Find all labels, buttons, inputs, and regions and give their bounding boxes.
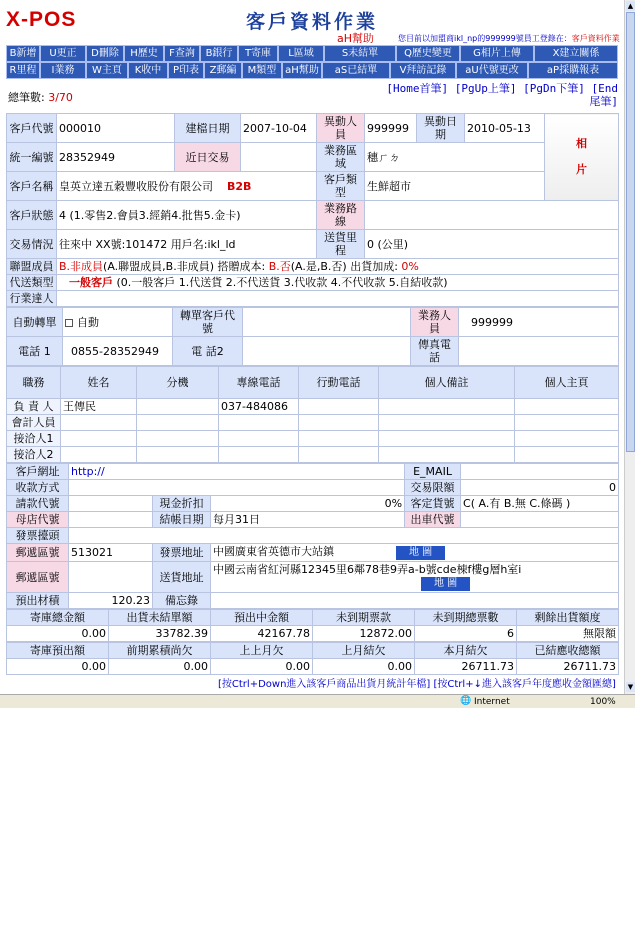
contact-cell[interactable] [515, 447, 619, 463]
toolbar-button-2-7[interactable]: M類型 [242, 62, 282, 79]
help-link[interactable]: aH幫助 [337, 32, 375, 45]
changer-label: 異動人員 [317, 114, 365, 143]
delivery-distance-field[interactable]: 0 (公里) [365, 230, 619, 259]
toolbar-button-2-6[interactable]: Z郵編 [204, 62, 242, 79]
memo-label: 備忘錄 [153, 593, 211, 609]
closing-date-label: 結帳日期 [153, 512, 211, 528]
contact-cell[interactable] [299, 447, 379, 463]
contact-cell[interactable] [379, 447, 515, 463]
contacts-row [7, 431, 619, 447]
toolbar-button-2-3[interactable]: W主頁 [86, 62, 128, 79]
delivery-type-value: 一般客戶 [69, 276, 113, 289]
contacts-header [7, 367, 619, 399]
cash-discount-field[interactable]: 0% [211, 496, 405, 512]
contacts-row [7, 447, 619, 463]
toolbar-button-2-2[interactable]: I業務 [40, 62, 86, 79]
zip1-field[interactable]: 513021 [69, 544, 153, 562]
contacts-row [7, 399, 619, 415]
member-hint: (A.聯盟成員,B.非成員) 搭贈成本: [103, 260, 266, 273]
contact-cell[interactable] [515, 431, 619, 447]
fax-field[interactable] [459, 337, 619, 366]
toolbar-button-1-8[interactable]: L區域 [278, 45, 324, 62]
sales-route-field[interactable] [365, 201, 619, 230]
scroll-up-icon[interactable]: ▲ [627, 2, 634, 10]
delivery-type-hint: (0.一般客戶 1.代送貨 2.不代送貨 3.代收款 4.不代收款 5.自結收款) [116, 276, 448, 289]
totals-value: 26711.73 [517, 659, 619, 675]
totals-values [7, 626, 619, 642]
order-code-label: 客定貨號 [405, 496, 461, 512]
contact-role: 會計人員 [7, 415, 61, 431]
toolbar-button-1-2[interactable]: U更正 [40, 45, 86, 62]
sales-route-label: 業務路線 [317, 201, 365, 230]
toolbar [6, 45, 618, 79]
material-field[interactable]: 120.23 [69, 593, 153, 609]
invoice-address-field[interactable] [211, 544, 619, 562]
invoice-address-value: 中國廣東省英德市大站鎮 [213, 545, 334, 558]
extra-info-table [6, 463, 619, 609]
customer-photo[interactable] [545, 114, 619, 201]
email-label: E_MAIL [405, 464, 461, 480]
tax-id-label: 統一編號 [7, 143, 57, 172]
delivery-type-field[interactable] [57, 275, 619, 291]
delivery-distance-label: 送貨里程 [317, 230, 365, 259]
phone1-label: 電話 1 [7, 337, 63, 366]
totals-col-header: 上月結欠 [313, 643, 415, 659]
contact-cell[interactable] [299, 399, 379, 415]
totals-value: 42167.78 [211, 626, 313, 642]
memo-field[interactable] [211, 593, 619, 609]
zoom-level[interactable]: 100% [590, 697, 616, 707]
industry-field[interactable] [57, 291, 619, 307]
totals-col-header: 寄庫總金額 [7, 610, 109, 626]
customer-status-label: 客戶狀態 [7, 201, 57, 230]
contact-cell[interactable] [299, 415, 379, 431]
toolbar-button-2-11[interactable]: aU代號更改 [456, 62, 528, 79]
trade-limit-field[interactable]: 0 [461, 480, 619, 496]
totals-header [7, 643, 619, 659]
nav-pgdn-link[interactable]: [PgDn下筆] [523, 82, 585, 95]
record-count [8, 89, 73, 105]
cash-discount-label: 現金折扣 [153, 496, 211, 512]
page-title: 客戶資料作業 [246, 11, 379, 33]
security-zone: Internet [474, 697, 510, 707]
gift-cost-hint: (A.是,B.否) 出貨加成: [290, 260, 398, 273]
toolbar-row-1 [6, 45, 618, 62]
changed-date-label: 異動日期 [417, 114, 465, 143]
hint-monthly-stats[interactable]: [按Ctrl+Down進入該客戶商品出貨月統計年檔] [218, 679, 431, 690]
tax-id-field[interactable]: 28352949 [57, 143, 175, 172]
transfer-phone-table [6, 307, 619, 366]
phone2-label: 電 話2 [173, 337, 243, 366]
contacts-col-header: 行動電話 [299, 367, 379, 399]
phone2-field[interactable] [243, 337, 411, 366]
browser-status-bar [0, 694, 635, 708]
vehicle-code-label: 出車代號 [405, 512, 461, 528]
auto-transfer-label: 自動轉單 [7, 308, 63, 337]
totals-col-header: 剩餘出貨額度 [517, 610, 619, 626]
contact-cell[interactable] [515, 415, 619, 431]
toolbar-button-1-12[interactable]: X建立關係 [534, 45, 618, 62]
payment-method-field[interactable] [69, 480, 405, 496]
contact-cell[interactable]: 王傳民 [61, 399, 137, 415]
auto-transfer-text: 自動 [77, 315, 99, 329]
trade-limit-label: 交易限額 [405, 480, 461, 496]
contact-cell[interactable] [137, 431, 219, 447]
toolbar-button-1-7[interactable]: T寄庫 [238, 45, 278, 62]
totals-col-header: 已結應收總額 [517, 643, 619, 659]
contact-cell[interactable] [219, 447, 299, 463]
toolbar-button-1-3[interactable]: D刪除 [86, 45, 124, 62]
login-notice [398, 33, 620, 44]
trade-status-field: 往來中 XX號:101472 用戶名:ikl_ld [57, 230, 317, 259]
toolbar-button-1-6[interactable]: B銀行 [200, 45, 238, 62]
contact-cell[interactable] [379, 399, 515, 415]
recent-trade-field[interactable] [241, 143, 317, 172]
material-label: 預出材積 [7, 593, 69, 609]
totals-col-header: 預出中金額 [211, 610, 313, 626]
changer-field[interactable]: 999999 [365, 114, 417, 143]
toolbar-button-2-1[interactable]: R里程 [6, 62, 40, 79]
toolbar-button-1-4[interactable]: H歷史 [124, 45, 164, 62]
vehicle-code-field[interactable] [461, 512, 619, 528]
transfer-code-field[interactable] [243, 308, 411, 337]
invoice-title-label: 發票擡頭 [7, 528, 69, 544]
login-notice-text: 您目前以加盟商ikl_np的999999號員工登錄在： [398, 34, 572, 43]
zip2-field[interactable] [69, 562, 153, 593]
contacts-col-header: 姓名 [61, 367, 137, 399]
customer-name-field[interactable] [57, 172, 317, 201]
member-field[interactable] [57, 259, 619, 275]
ship-address-field[interactable] [211, 562, 619, 593]
nav-end-link[interactable]: [End尾筆] [589, 82, 618, 108]
customer-form [6, 113, 618, 675]
contact-cell[interactable]: 037-484086 [219, 399, 299, 415]
auto-transfer-field[interactable] [63, 308, 173, 337]
customer-code-label: 客戶代號 [7, 114, 57, 143]
basic-info-table [6, 113, 619, 307]
payment-method-label: 收款方式 [7, 480, 69, 496]
ship-map-button[interactable]: 地 圖 [421, 577, 470, 591]
contact-cell[interactable] [137, 415, 219, 431]
contact-cell[interactable] [219, 431, 299, 447]
fax-label: 傳真電話 [411, 337, 459, 366]
contact-cell[interactable] [299, 431, 379, 447]
record-count-value: 3/70 [48, 91, 73, 104]
toolbar-button-2-4[interactable]: K收中 [128, 62, 168, 79]
totals-col-header: 前期累積尚欠 [109, 643, 211, 659]
invoice-title-field[interactable] [69, 528, 619, 544]
totals-value: 6 [415, 626, 517, 642]
totals-value: 26711.73 [415, 659, 517, 675]
gift-cost-value: B.否 [268, 260, 291, 273]
sales-area-label: 業務區域 [317, 143, 365, 172]
contact-cell[interactable] [379, 431, 515, 447]
contacts-col-header: 分機 [137, 367, 219, 399]
scroll-down-icon[interactable]: ▼ [627, 683, 634, 691]
billing-code-field[interactable] [69, 496, 153, 512]
contact-cell[interactable] [137, 399, 219, 415]
toolbar-button-1-1[interactable]: B新增 [6, 45, 40, 62]
transfer-code-label: 轉單客戶代號 [173, 308, 243, 337]
totals-col-header: 本月結欠 [415, 643, 517, 659]
customer-type-label: 客戶類型 [317, 172, 365, 201]
contact-role: 接洽人2 [7, 447, 61, 463]
totals-value: 12872.00 [313, 626, 415, 642]
delivery-type-label: 代送類型 [7, 275, 57, 291]
email-field[interactable] [461, 464, 619, 480]
zip2-label: 郵遞區號 [7, 562, 69, 593]
toolbar-button-1-10[interactable]: Q歷史變更 [396, 45, 460, 62]
ship-address-value: 中國云南省紅河縣12345里6鄰78巷9弄a-b號cde棟f樓g層h室i [213, 563, 522, 576]
contacts-col-header: 個人主頁 [515, 367, 619, 399]
contact-role: 接洽人1 [7, 431, 61, 447]
order-code-field[interactable]: C( A.有 B.無 C.條碼 ) [461, 496, 619, 512]
closing-date-field[interactable]: 每月31日 [211, 512, 405, 528]
totals-header [7, 610, 619, 626]
contacts-col-header: 個人備註 [379, 367, 515, 399]
nav-home-link[interactable]: [Home首筆] [386, 82, 449, 95]
b2b-badge: B2B [227, 179, 252, 193]
industry-label: 行業達人 [7, 291, 57, 307]
created-date-field[interactable]: 2007-10-04 [241, 114, 317, 143]
totals-table-1 [6, 609, 619, 642]
totals-table-2 [6, 642, 619, 675]
customer-name-label: 客戶名稱 [7, 172, 57, 201]
contact-cell[interactable] [61, 431, 137, 447]
contact-cell[interactable] [137, 447, 219, 463]
ship-address-label: 送貨地址 [153, 562, 211, 593]
login-notice-page: 客戶資料作業 [571, 34, 620, 43]
contact-cell[interactable] [515, 399, 619, 415]
totals-value: 0.00 [211, 659, 313, 675]
member-value: B.非成員 [59, 260, 104, 273]
toolbar-button-2-5[interactable]: P印表 [168, 62, 204, 79]
totals-value: 0.00 [313, 659, 415, 675]
website-label: 客戶網址 [7, 464, 69, 480]
contact-cell[interactable] [61, 415, 137, 431]
contact-cell[interactable] [219, 415, 299, 431]
globe-icon: 🌐 [460, 696, 472, 706]
totals-col-header: 出貨未結單額 [109, 610, 211, 626]
totals-values [7, 659, 619, 675]
totals-value: 0.00 [7, 659, 109, 675]
markup-value: 0% [401, 260, 419, 273]
phone1-field[interactable]: 0855-28352949 [63, 337, 173, 366]
customer-status-value: 4 (1.零售2.會員3.經銷4.批售5.金卡) [59, 208, 241, 222]
vertical-scrollbar[interactable] [624, 0, 635, 694]
hint-yearly-receivable[interactable]: [按Ctrl+↓進入該客戶年度應收金額匯總] [433, 679, 616, 690]
website-field[interactable]: http:// [69, 464, 405, 480]
totals-value: 33782.39 [109, 626, 211, 642]
scrollbar-thumb[interactable] [626, 12, 635, 452]
toolbar-row-2 [6, 62, 618, 79]
auto-transfer-checkbox[interactable] [65, 319, 73, 327]
sales-person-label: 業務人員 [411, 308, 459, 337]
customer-code-field[interactable]: 000010 [57, 114, 175, 143]
customer-type-field[interactable]: 生鮮超市 [365, 172, 545, 201]
billing-code-label: 請款代號 [7, 496, 69, 512]
record-count-label: 總筆數: [8, 91, 45, 104]
toolbar-button-1-9[interactable]: S未結單 [324, 45, 396, 62]
trade-status-label: 交易情況 [7, 230, 57, 259]
totals-col-header: 寄庫預出額 [7, 643, 109, 659]
changed-date-field[interactable]: 2010-05-13 [465, 114, 545, 143]
invoice-map-button[interactable]: 地 圖 [396, 546, 445, 560]
toolbar-button-2-12[interactable]: aP採購報表 [528, 62, 618, 79]
contact-role: 負 責 人 [7, 399, 61, 415]
sales-person-field[interactable]: 999999 [459, 308, 619, 337]
toolbar-button-2-9[interactable]: aS已結單 [322, 62, 390, 79]
totals-value: 無限額 [517, 626, 619, 642]
totals-value: 0.00 [7, 626, 109, 642]
nav-pgup-link[interactable]: [PgUp上筆] [454, 82, 517, 95]
contact-cell[interactable] [61, 447, 137, 463]
toolbar-button-2-8[interactable]: aH幫助 [282, 62, 322, 79]
contacts-col-header: 專線電話 [219, 367, 299, 399]
contacts-table [6, 366, 619, 463]
sales-area-field[interactable]: 穗ㄏㄉ [365, 143, 545, 172]
contacts-row [7, 415, 619, 431]
created-date-label: 建檔日期 [175, 114, 241, 143]
toolbar-button-1-11[interactable]: G相片上傳 [460, 45, 534, 62]
customer-status-field[interactable] [57, 201, 317, 230]
customer-name-value: 皇英立達五穀豐收股份有限公司 [59, 179, 213, 193]
photo-label: 相片 [576, 137, 587, 176]
zip1-label: 郵遞區號 [7, 544, 69, 562]
parent-store-label: 母店代號 [7, 512, 69, 528]
totals-col-header: 未到期總票數 [415, 610, 517, 626]
invoice-address-label: 發票地址 [153, 544, 211, 562]
totals-value: 0.00 [109, 659, 211, 675]
keyboard-hints [218, 675, 616, 690]
totals-col-header: 未到期票款 [313, 610, 415, 626]
app-logo: X-POS [6, 8, 77, 31]
member-label: 聯盟成員 [7, 259, 57, 275]
toolbar-button-2-10[interactable]: V拜訪記錄 [390, 62, 456, 79]
contact-cell[interactable] [379, 415, 515, 431]
record-nav [380, 82, 618, 108]
totals-col-header: 上上月欠 [211, 643, 313, 659]
parent-store-field[interactable] [69, 512, 153, 528]
toolbar-button-1-5[interactable]: F查詢 [164, 45, 200, 62]
contacts-col-header: 職務 [7, 367, 61, 399]
recent-trade-label[interactable]: 近日交易 [175, 143, 241, 172]
